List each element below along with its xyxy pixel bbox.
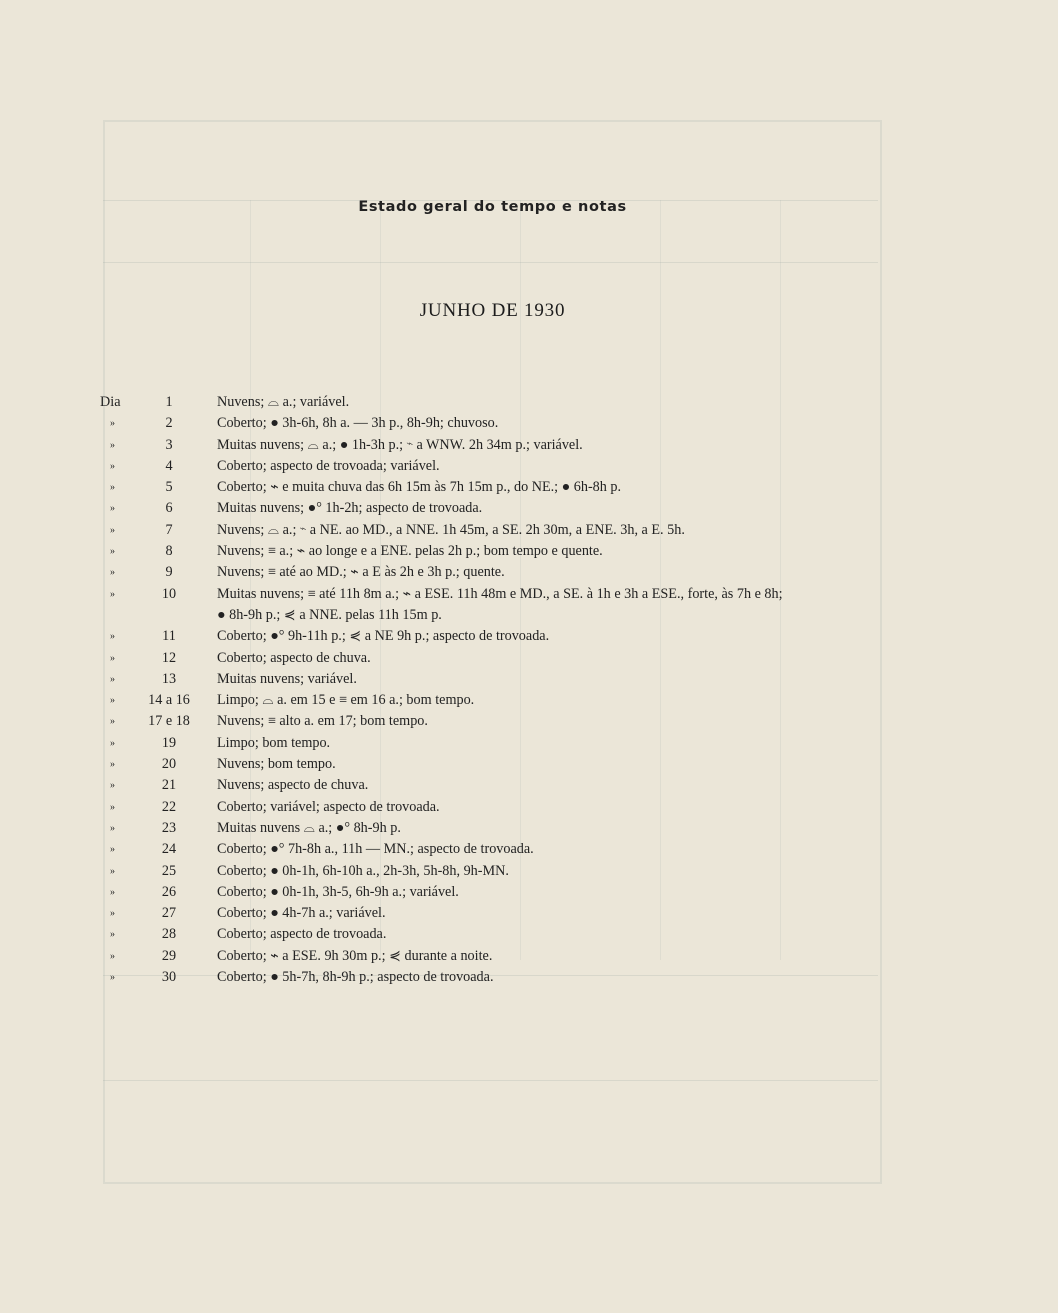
row-day: 12 (161, 649, 177, 666)
row-note: Nuvens; aspecto de chuva. (217, 777, 369, 794)
row-prefix: » (110, 822, 115, 834)
note-row (0, 584, 1058, 605)
note-row (0, 605, 1058, 626)
note-row (0, 690, 1058, 711)
row-note: Nuvens; ≡ a.; ⌁ ao longe e a ENE. pelas 2h p.; bom tempo e quente. (217, 543, 603, 560)
row-prefix: » (110, 631, 115, 643)
note-row (0, 882, 1058, 903)
row-prefix: » (110, 972, 115, 984)
row-prefix: » (110, 524, 115, 536)
note-row (0, 669, 1058, 690)
row-prefix: » (110, 546, 115, 558)
row-day: 17 e 18 (148, 713, 190, 730)
note-row (0, 626, 1058, 647)
row-prefix: » (110, 482, 115, 494)
row-day: 4 (165, 457, 173, 474)
row-prefix: » (110, 439, 115, 451)
row-note: Limpo; bom tempo. (217, 734, 331, 751)
row-note: Coberto; ⌁ e muita chuva das 6h 15m às 7h 15m p., do NE.; ● 6h-8h p. (217, 479, 622, 496)
row-day: 29 (161, 947, 177, 964)
row-note: Coberto; aspecto de chuva. (217, 649, 371, 666)
month-title: JUNHO DE 1930 (419, 300, 566, 321)
row-note: Coberto; ● 0h-1h, 6h-10h a., 2h-3h, 5h-8h, 9h-MN. (217, 862, 509, 879)
row-prefix: » (110, 865, 115, 877)
row-note: Coberto; ⌁ a ESE. 9h 30m p.; ⋞ durante a noite. (217, 947, 493, 964)
note-row (0, 498, 1058, 519)
row-prefix: » (110, 460, 115, 472)
note-row (0, 648, 1058, 669)
daily-notes-list (0, 392, 1058, 988)
note-row (0, 924, 1058, 945)
row-day: 24 (161, 841, 177, 858)
row-day: 27 (161, 905, 177, 922)
row-prefix: » (110, 780, 115, 792)
note-row (0, 435, 1058, 456)
row-day: 11 (162, 628, 176, 645)
row-prefix: » (110, 886, 115, 898)
note-row (0, 839, 1058, 860)
row-day: 10 (161, 585, 177, 602)
note-row (0, 520, 1058, 541)
note-row (0, 392, 1058, 413)
row-note: Coberto; ● 3h-6h, 8h a. — 3h p., 8h-9h; chuvoso. (217, 415, 499, 432)
row-day: 9 (165, 564, 173, 581)
row-note: Coberto; ● 5h-7h, 8h-9h p.; aspecto de trovoada. (217, 969, 494, 986)
note-row (0, 775, 1058, 796)
row-note: Nuvens; ≡ até ao MD.; ⌁ a E às 2h e 3h p.; quente. (217, 564, 505, 581)
row-note: Coberto; aspecto de trovoada. (217, 926, 387, 943)
row-note: Muitas nuvens; ≡ até 11h 8m a.; ⌁ a ESE. 11h 48m e MD., a SE. à 1h e 3h a ESE., forte, às 7h e 8h; (217, 585, 783, 602)
row-note: Coberto; ●° 9h-11h p.; ⋞ a NE 9h p.; aspecto de trovoada. (217, 628, 550, 645)
row-note: Coberto; aspecto de trovoada; variável. (217, 457, 440, 474)
row-prefix: » (110, 716, 115, 728)
row-prefix: » (110, 418, 115, 430)
row-day: 7 (165, 521, 173, 538)
note-row (0, 903, 1058, 924)
row-note: Nuvens; ⌓ a.; ⌁ a NE. ao MD., a NNE. 1h 45m, a SE. 2h 30m, a ENE. 3h, a E. 5h. (217, 521, 685, 538)
row-day: 8 (165, 543, 173, 560)
row-note: Nuvens; bom tempo. (217, 756, 336, 773)
note-row (0, 456, 1058, 477)
row-prefix: » (110, 908, 115, 920)
row-prefix: » (110, 801, 115, 813)
row-day: 28 (161, 926, 177, 943)
note-row (0, 562, 1058, 583)
row-note: Muitas nuvens; variável. (217, 670, 357, 687)
row-day: 23 (161, 819, 177, 836)
section-heading: Estado geral do tempo e notas (358, 199, 627, 215)
row-day: 1 (165, 394, 173, 410)
row-prefix: » (110, 652, 115, 664)
row-day: 26 (161, 883, 177, 900)
row-note: Muitas nuvens; ⌓ a.; ● 1h-3h p.; ⌁ a WNW. 2h 34m p.; variável. (217, 436, 583, 453)
note-row (0, 733, 1058, 754)
bleed-through-rule (103, 262, 878, 263)
row-note: Limpo; ⌓ a. em 15 e ≡ em 16 a.; bom tempo. (217, 692, 475, 709)
note-row (0, 946, 1058, 967)
row-note: Muitas nuvens; ●° 1h-2h; aspecto de trovoada. (217, 500, 483, 517)
row-note: Coberto; ●° 7h-8h a., 11h — MN.; aspecto de trovoada. (217, 841, 534, 858)
row-day: 21 (161, 777, 177, 794)
row-prefix: » (110, 503, 115, 515)
row-day: 3 (165, 436, 173, 453)
note-row (0, 541, 1058, 562)
row-day: 30 (161, 969, 177, 986)
row-prefix: » (110, 567, 115, 579)
row-day: 13 (161, 670, 177, 687)
row-prefix: Dia (100, 394, 121, 410)
row-day: 2 (165, 415, 173, 432)
row-note: Coberto; ● 0h-1h, 3h-5, 6h-9h a.; variável. (217, 883, 459, 900)
note-row (0, 967, 1058, 988)
note-row (0, 711, 1058, 732)
row-day: 22 (161, 798, 177, 815)
note-row (0, 413, 1058, 434)
note-row (0, 818, 1058, 839)
row-day: 6 (165, 500, 173, 517)
note-row (0, 477, 1058, 498)
row-prefix: » (110, 950, 115, 962)
bleed-through-rule (103, 1080, 878, 1081)
row-note: Nuvens; ≡ alto a. em 17; bom tempo. (217, 713, 428, 730)
note-row (0, 861, 1058, 882)
row-day: 25 (161, 862, 177, 879)
row-day: 5 (165, 479, 173, 496)
note-row (0, 797, 1058, 818)
row-prefix: » (110, 588, 115, 600)
row-prefix: » (110, 929, 115, 941)
row-day: 19 (161, 734, 177, 751)
row-note: ● 8h-9h p.; ⋞ a NNE. pelas 11h 15m p. (217, 606, 442, 623)
row-prefix: » (110, 737, 115, 749)
row-note: Coberto; variável; aspecto de trovoada. (217, 798, 440, 815)
row-prefix: » (110, 673, 115, 685)
row-note: Coberto; ● 4h-7h a.; variável. (217, 905, 386, 922)
row-note: Muitas nuvens ⌓ a.; ●° 8h-9h p. (217, 819, 401, 836)
row-day: 14 a 16 (148, 692, 190, 709)
row-prefix: » (110, 844, 115, 856)
note-row (0, 754, 1058, 775)
row-prefix: » (110, 759, 115, 771)
row-note: Nuvens; ⌓ a.; variável. (217, 394, 350, 410)
row-prefix: » (110, 695, 115, 707)
row-day: 20 (161, 756, 177, 773)
